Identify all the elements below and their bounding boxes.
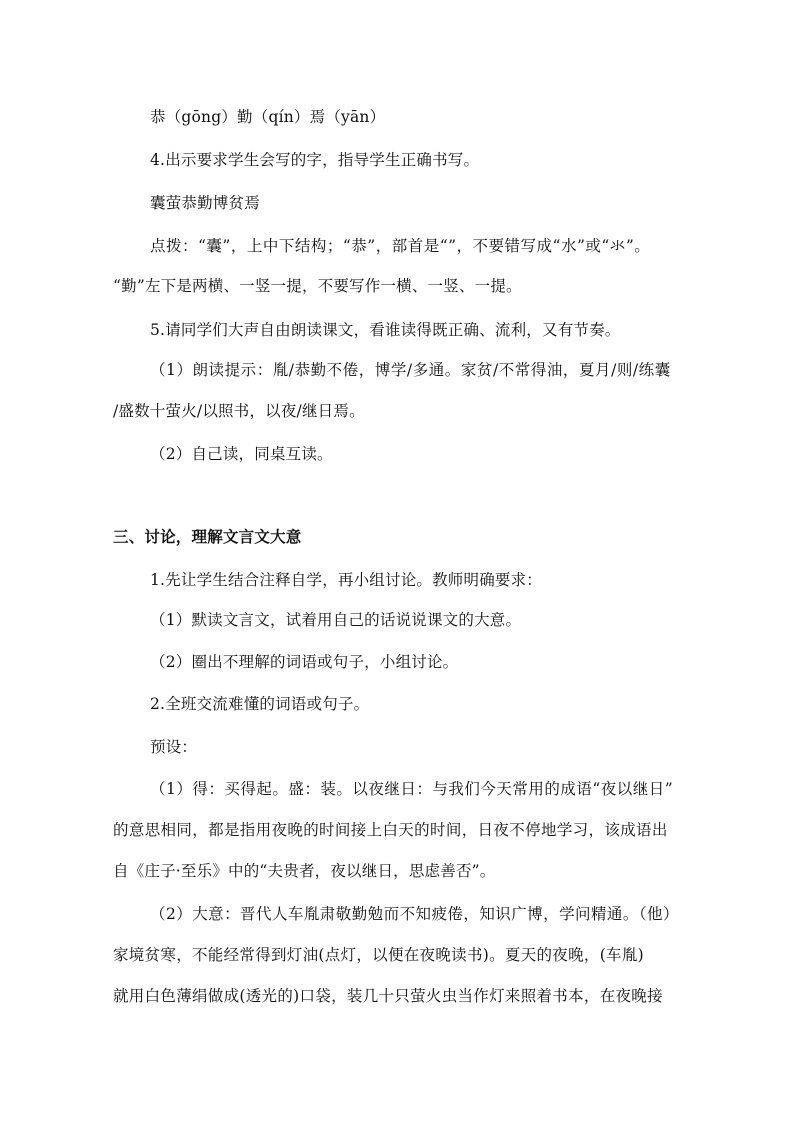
section-3-step-2: 2.全班交流难懂的词语或句子。 — [150, 695, 370, 713]
step-4-text: 4.出示要求学生会写的字，指导学生正确书写。 — [150, 151, 480, 169]
preset-2-line-3: 就用白色薄绢做成(透光的)口袋，装几十只萤火虫当作灯来照着书本，在夜晚接 — [113, 987, 663, 1005]
section-3-requirement-2: （2）圈出不理解的词语或句子，小组讨论。 — [150, 653, 459, 671]
preset-1-line-1: （1）得：买得起。盛：装。以夜继日：与我们今天常用的成语“夜以继日” — [150, 780, 674, 798]
section-3-step-1: 1.先让学生结合注释自学，再小组讨论。教师明确要求： — [150, 571, 542, 589]
characters-to-write: 囊萤恭勤博贫焉 — [150, 194, 260, 212]
tip-line-2: “勤”左下是两横、一竖一提，不要写作一横、一竖、一提。 — [113, 277, 522, 295]
reading-tip-line-1: （1）朗读提示：胤/恭勤不倦，博学/多通。家贫/不常得油，夏月/则/练囊 — [150, 361, 671, 379]
section-3-requirement-1: （1）默读文言文，试着用自己的话说说课文的大意。 — [150, 611, 522, 629]
preset-2-line-1: （2）大意：晋代人车胤肃敬勤勉而不知疲倦，知识广博，学问精通。（他） — [150, 905, 679, 923]
step-5-text: 5.请同学们大声自由朗读课文，看谁读得既正确、流利，又有节奏。 — [150, 321, 621, 339]
preset-label: 预设： — [150, 738, 198, 756]
section-3-heading: 三、讨论，理解文言文大意 — [113, 527, 302, 546]
tip-line-1: 点拨：“囊”，上中下结构；“恭”，部首是“”，不要错写成“水”或“氺”。 — [150, 237, 651, 255]
preset-1-line-3: 自《庄子·至乐》中的“夫贵者，夜以继日，思虑善否”。 — [113, 862, 496, 880]
reading-tip-line-2: /盛数十萤火/以照书，以夜/继日焉。 — [113, 402, 365, 420]
self-reading-text: （2）自己读，同桌互读。 — [150, 445, 333, 463]
pinyin-line: 恭（gōng）勤（qín）焉（yān） — [150, 108, 386, 126]
preset-1-line-2: 的意思相同，都是指用夜晚的时间接上白天的时间，日夜不停地学习，该成语出 — [113, 821, 668, 839]
preset-2-line-2: 家境贫寒，不能经常得到灯油(点灯，以便在夜晚读书)。夏天的夜晚，(车胤) — [113, 946, 644, 964]
